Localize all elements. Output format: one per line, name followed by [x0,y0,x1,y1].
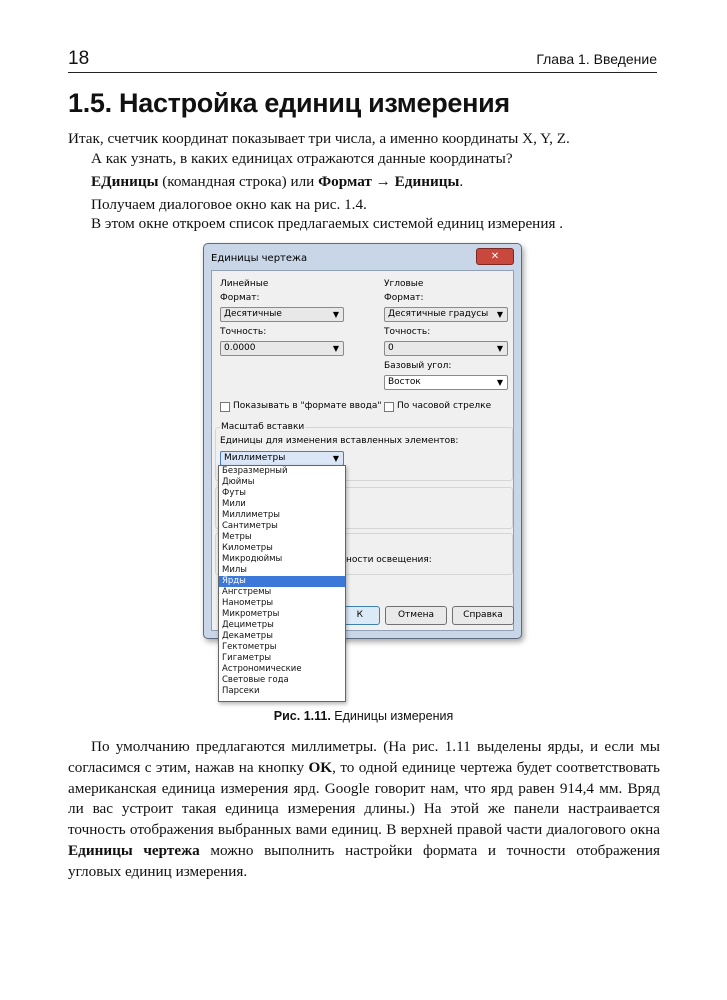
angular-precision-value: 0 [388,343,394,353]
chevron-down-icon: ▼ [332,344,339,353]
help-button[interactable]: Справка [452,606,514,625]
chevron-down-icon: ▼ [496,344,503,353]
dialog-name-term: Единицы чертежа [68,841,200,859]
page-number: 18 [68,48,90,69]
text-fragment: можно выполнить настройки формата и точности отображения угловых единиц измерения. [68,841,660,880]
header-rule [68,72,657,73]
caption-text: Единицы измерения [330,709,454,723]
linear-format-value: Десятичные [224,309,282,319]
cancel-button[interactable]: Отмена [385,606,447,625]
intro-paragraph-1: Итак, счетчик координат показывает три числа, а именно координаты X, Y, Z. [68,130,570,147]
angular-format-label: Формат: [384,293,424,303]
chevron-down-icon: ▼ [496,378,503,387]
units-list-item[interactable]: Дюймы [222,477,255,487]
units-list-item[interactable]: Нанометры [222,598,274,608]
chevron-down-icon: ▼ [332,454,339,463]
close-button[interactable]: ✕ [476,248,514,265]
base-angle-label: Базовый угол: [384,361,452,371]
intro-paragraph-2 [91,171,671,192]
ok-term: OK [308,758,333,776]
linear-precision-select[interactable] [220,341,344,356]
units-list-item[interactable]: Астрономические [222,664,302,674]
ok-button-label: К [356,610,363,620]
text-fragment: По умолчанию предлагаются миллиметры. (На рис. 1.11 выделены ярды, и если мы согласимся с этим, нажав на кнопку [68,738,660,776]
clockwise-checkbox[interactable] [384,402,394,412]
dialog-title: Единицы чертежа [211,253,308,264]
units-list-item[interactable]: Дециметры [222,620,274,630]
command-units: ЕДиницы [91,173,159,190]
units-list-item[interactable]: Ярды [219,576,345,587]
units-list-item[interactable]: Гигаметры [222,653,272,663]
linear-format-label: Формат: [220,293,260,303]
intro-paragraph-1-cont: А как узнать, в каких единицах отражаются данные координаты? [91,150,513,167]
lighting-label: ности освещения: [346,555,432,565]
chevron-down-icon: ▼ [332,310,339,319]
command-format-units: Формат → Единицы [318,173,460,190]
input-format-label: Показывать в "формате ввода" [233,401,382,411]
input-format-checkbox[interactable] [220,402,230,412]
linear-precision-value: 0.0000 [224,343,256,353]
units-list-item[interactable]: Микродюймы [222,554,283,564]
units-list-item[interactable]: Километры [222,543,273,553]
units-list-item[interactable]: Световые года [222,675,289,685]
units-list-item[interactable]: Гектометры [222,642,277,652]
units-list-item[interactable]: Декаметры [222,631,273,641]
units-list-item[interactable]: Милы [222,565,248,575]
units-list-item[interactable]: Миллиметры [222,510,280,520]
units-list-item[interactable]: Микрометры [222,609,280,619]
intro-paragraph-3-cont: В этом окне откроем список предлагаемых системой единиц измерения . [91,215,564,232]
units-list-item[interactable]: Ангстремы [222,587,272,597]
chevron-down-icon: ▼ [496,310,503,319]
insert-units-value: Миллиметры [224,453,286,463]
units-list-item[interactable]: Парсеки [222,686,260,696]
intro-paragraph-3: Получаем диалоговое окно как на рис. 1.4. [91,196,367,213]
insert-units-label: Единицы для изменения вставленных элементов: [220,436,459,446]
units-dropdown-list[interactable] [218,465,346,702]
units-list-item[interactable]: Безразмерный [222,466,288,476]
units-list-item[interactable]: Футы [222,488,247,498]
text-fragment: , то одной единице чертежа будет соответствовать американская единица измерения ярд. Google говорит нам, что ярд равен 914,4 мм. Вряд ли вас устроит такая единица измерения длины.) На этой же панели настраивается точность отображения выбранных вами единиц. В верхней правой части диалогового окна [68,758,660,839]
angular-group-label: Угловые [384,279,424,289]
angular-precision-label: Точность: [384,327,431,337]
units-list-item[interactable]: Мили [222,499,246,509]
clockwise-label: По часовой стрелке [397,401,492,411]
base-angle-select[interactable] [384,375,508,390]
chapter-title: Глава 1. Введение [536,51,657,67]
text-fragment: . [459,173,464,190]
body-paragraph [68,737,660,883]
angular-precision-select[interactable] [384,341,508,356]
angular-format-value: Десятичные градусы [388,309,489,319]
linear-group-label: Линейные [220,279,269,289]
linear-precision-label: Точность: [220,327,267,337]
text-fragment: (командная строка) или [158,173,319,190]
dialog-titlebar [204,244,521,270]
insert-scale-label: Масштаб вставки [221,422,305,432]
angular-format-select[interactable] [384,307,508,322]
linear-format-select[interactable] [220,307,344,322]
section-heading: 1.5. Настройка единиц измерения [68,88,510,118]
units-list-item[interactable]: Метры [222,532,252,542]
units-list-item[interactable]: Сантиметры [222,521,278,531]
caption-number: Рис. 1.11. [273,709,331,723]
insert-units-select[interactable] [220,451,344,466]
base-angle-value: Восток [388,377,421,387]
figure-caption [0,709,727,723]
